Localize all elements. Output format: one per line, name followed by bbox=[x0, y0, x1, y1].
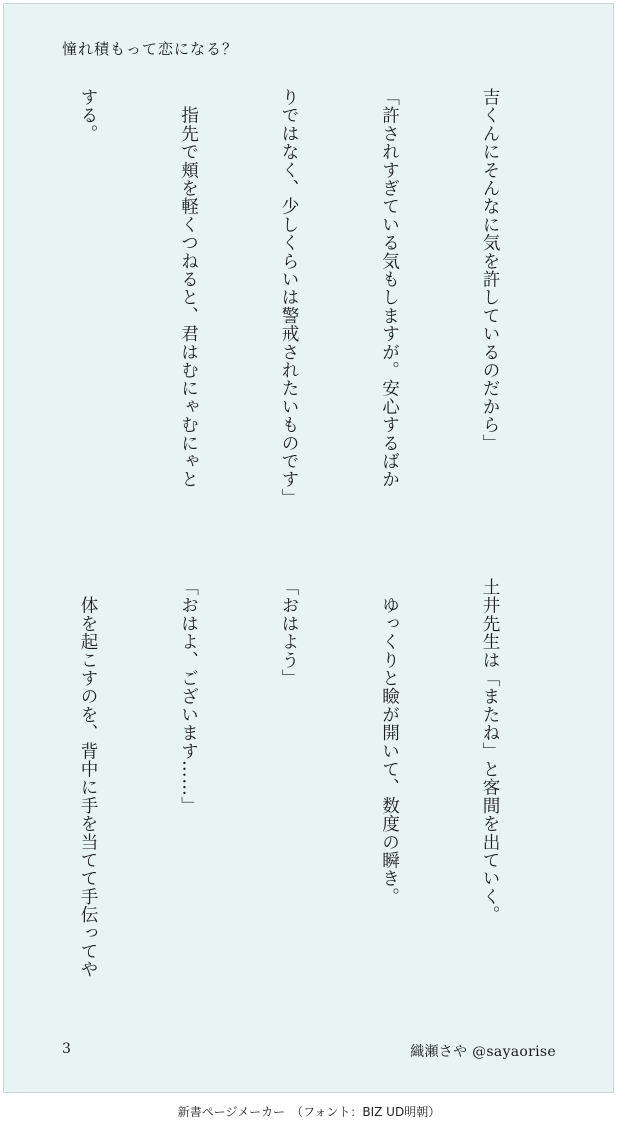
text-line: 「おはよう」 bbox=[279, 578, 299, 688]
text-line: りではなく、少しくらいは警戒されたいものです」 bbox=[279, 88, 299, 507]
text-line: ゆっくりと瞼が開いて、数度の瞬き。 bbox=[379, 578, 400, 906]
text-line: 土井先生は「またね」と客間を出ていく。 bbox=[480, 578, 500, 924]
author-credit: 織瀬さや @sayaorise bbox=[410, 1044, 556, 1060]
text-line: 指先で頬を軽くつねると、君はむにゃむにゃと bbox=[178, 88, 199, 489]
text-line bbox=[0, 578, 4, 1018]
manuscript-page bbox=[3, 3, 614, 1093]
chapter-title: 憧れ積もって恋になる？ bbox=[62, 40, 239, 58]
text-line: する。 bbox=[78, 88, 98, 143]
text-line: 体を起こすのを、背中に手を当てて手伝ってや bbox=[78, 578, 98, 979]
text-line: 吉くんにそんなに気を許しているのだから」 bbox=[480, 88, 500, 452]
text-block-top bbox=[0, 88, 573, 528]
text-line bbox=[0, 88, 4, 528]
text-line: 「おはよ、ございます……」 bbox=[178, 578, 199, 815]
generator-credit: 新書ページメーカー （フォント：BIZ UD明朝） bbox=[177, 1105, 441, 1119]
text-line: 「許されすぎている気もしますが。安心するばか bbox=[379, 88, 400, 489]
page-number: 3 bbox=[62, 1041, 71, 1057]
text-block-bottom bbox=[0, 578, 573, 1018]
